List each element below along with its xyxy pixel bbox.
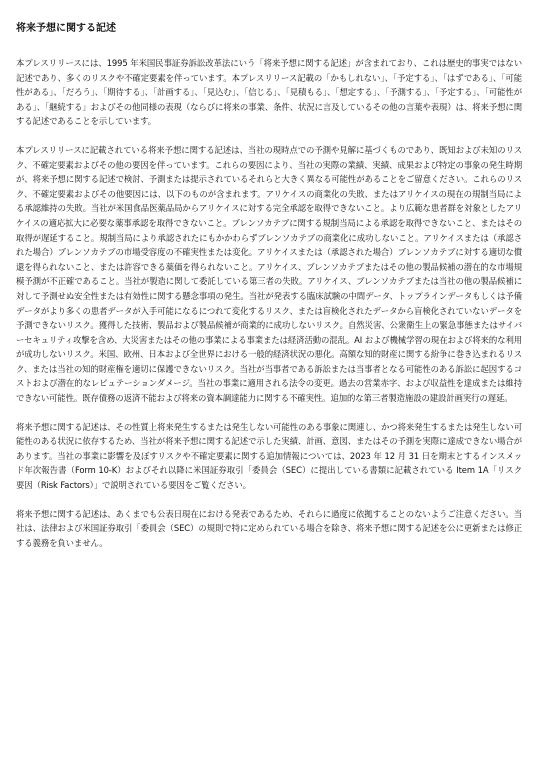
page-title: 将来予想に関する記述: [16, 23, 116, 34]
paragraph-no-update-obligation: 将来予想に関する記述は、あくまでも公表日現在における発表であるため、それらに過度に依拠することのないようご注意ください。当社は、法律および米国証券取引「委員会（SEC）の規則で特に定められている場合を除き、将来予想に関する記述を公に更新または修正する義務を負いません。: [16, 508, 522, 548]
paragraph-forward-looking-definition: 本プレスリリースには、1995 年米国民事証券訴訟改革法にいう「将来予想に関する記述」が含まれており、これは歴史的事実ではない記述であり、多くのリスクや不確定要素を伴っています。本プレスリリース記載の「かもしれない」、「予定する」、「はずである」、「可能性がある」、「だろう」、「期待する」、「計画する」、「見込む」、「信じる」、「見積もる」、「想定する」、「予測する」、「予定する」、「可能性がある」、「継続する」およびその他同様の表現（ならびに将来の事業、条件、状況に言及しているその他の言葉や表現）は、将来予想に関する記述であることを示しています。: [16, 58, 522, 127]
document-page: [16, 14, 522, 564]
paragraph-risk-factors: 本プレスリリースに記載されている将来予想に関する記述は、当社の現時点での予測や見解に基づくものであり、既知および未知のリスク、不確定要素およびその他の要因を伴っています。これらの要因により、当社の実際の業績、実績、成果および特定の事象の発生時期が、将来予想に関する記述で検討、予測または提示されているそれらと大きく異なる可能性があることをご留意ください。これらのリスク、不確定要素およびその他要因には、以下のものが含まれます。アリケイスの商業化の失敗、またはアリケイスの現在の規制当局による承認維持の失敗。当社が米国食品医薬品局からアリケイスに対する完全承認を取得できないこと。より広範な患者群を対象としたアリケイスの適応拡大に必要な薬事承認を取得できないこと。ブレンソカテブに関する規制当局による承認を取得できないこと、またはその取得が遅延すること。規制当局により承認されたにもかかわらずブレンソカテブの商業化に成功しないこと。アリケイスまたは（承認された場合）ブレンソカテブの市場受容度の不確実性または変化。アリケイスまたは（承認された場合）ブレンソカテブに対する適切な償還を得られないこと、または許容できる薬価を得られないこと。アリケイス、ブレンソカテブまたはその他の製品候補の潜在的な市場規模予測が不正確であること。当社が製造に関して委託している第三者の失敗。アリケイス、ブレンソカテブまたは当社の他の製品候補に対して予測せぬ安全性または有効性に関する懸念事項の発生。当社が発表する臨床試験の中間データ、トップラインデータもしくは予備データがより多くの患者データが入手可能になるにつれて変化するリスク、または盲検化されたデータから盲検化されていないデータを予測できないリスク。獲得した技術、製品および製品候補が商業的に成功しないリスク。自然災害、公衆衛生上の緊急事態またはサイバーセキュリティ攻撃を含め、大災害またはその他の事業による事業または経済活動の混乱。AI および機械学習の現在および将来的な利用が成功しないリスク。米国、欧州、日本および全世界における一般的経済状況の悪化。高額な知的財産に関する紛争に巻き込まれるリスク、または当社の知的財産権を適切に保護できないリスク。当社が当事者である訴訟または当事者となる可能性のある訴訟に起因するコストおよび潜在的なレピュテーションダメージ。当社の事業に適用される法令の変更。過去の営業赤字、および収益性を達成または維持できない可能性。既存債務の返済不能および将来の資本調達能力に関する不確実性。追加的な第三者製造施設の建設計画実行の遅延。: [16, 144, 522, 404]
paragraph-additional-information: 将来予想に関する記述は、その性質上将来発生するまたは発生しない可能性のある事象に関連し、かつ将来発生するまたは発生しない可能性のある状況に依存するため、当社が将来予想に関する記述で示した実績、計画、意図、またはその予測を実際に達成できない場合があります。当社の事業に影響を及ぼすリスクや不確定要素に関する追加情報については、2023 年 12 月 31 日を期末とするインスメッド年次報告書（Form 10-K）およびそれ以降に米国証券取引「委員会（SEC）に提出している書類に記載されている Item 1A「リスク要因（Risk Factors）」で説明されている要因をご覧ください。: [16, 421, 522, 491]
